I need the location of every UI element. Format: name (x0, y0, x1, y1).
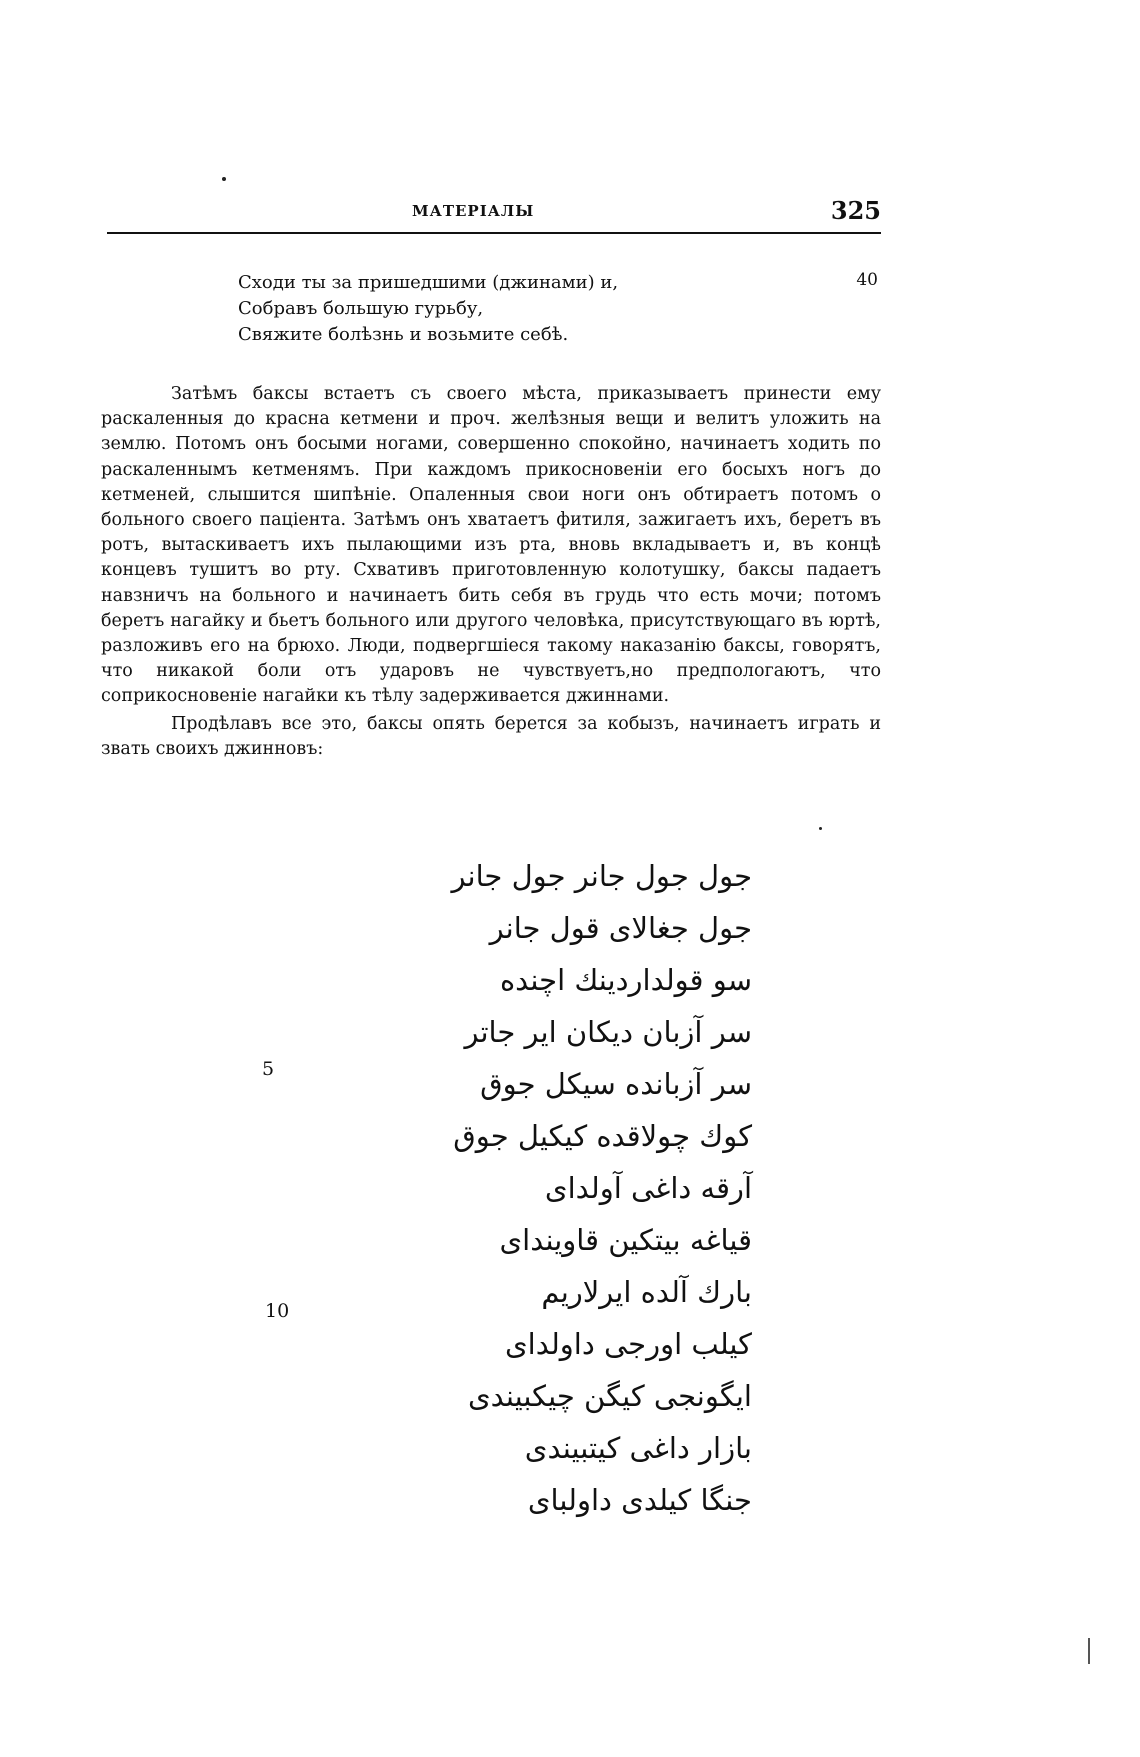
paragraph: Затѣмъ баксы встаетъ съ своего мѣста, приказываетъ принести ему раскаленныя до красна кетмени и проч. желѣзныя вещи и велитъ уложить на землю. Потомъ онъ босыми ногами, совершенно спокойно, начинаетъ ходить по раскаленнымъ кетменямъ. При каждомъ прикосновенiи его босыхъ ногъ до кетменей, слышится шипѣнiе. Опаленныя свои ноги онъ обтираетъ потомъ о больного своего пацiента. Затѣмъ онъ хватаетъ фитиля, зажигаетъ ихъ, беретъ въ ротъ, вытаскиваетъ ихъ пылающими изъ рта, вновь вкладываетъ и, въ концѣ концевъ тушитъ во рту. Схвативъ приготовленную колотушку, баксы падаетъ навзничъ на больного и начинаетъ бить себя въ грудь что есть мочи; потомъ беретъ нагайку и бьетъ больного или другого человѣка, присутствующаго въ юртѣ, разложивъ его на брюхо. Люди, подвергшiеся такому наказанiю баксы, говорятъ, что никакой боли отъ ударовъ не чувствуетъ,но предпологаютъ, что соприкосновенiе нагайки къ тѣлу задерживается джиннами. (101, 384, 881, 707)
verse-line: Собравъ большую гурьбу, (238, 298, 484, 319)
arabic-verse-line: سر آزبان دیکان ایر جاتر (464, 1015, 752, 1049)
header-rule (107, 232, 881, 234)
arabic-verse-line: بارك آلده ایرلاریم (541, 1275, 752, 1309)
arabic-verse-line: قیاغه بیتکین قاویندای (499, 1223, 752, 1257)
arabic-verse-line: جول جغالای قول جانر (489, 911, 752, 945)
russian-verse (238, 270, 878, 348)
ink-speck (819, 827, 822, 830)
arabic-line-number-5: 5 (262, 1058, 275, 1080)
ink-speck (222, 177, 226, 181)
arabic-verse-line: سر آزبانده سیکل جوق (480, 1067, 752, 1101)
prose-body (101, 382, 881, 762)
verse-line-number: 40 (856, 270, 878, 290)
page-header (107, 196, 881, 232)
arabic-line-number-10: 10 (265, 1300, 290, 1322)
margin-mark (1088, 1638, 1090, 1664)
arabic-verse-line: جول جول جانر جول جانر (451, 859, 752, 893)
arabic-verse-line: آرقه داغی آولدای (544, 1171, 752, 1205)
arabic-verse-line: بازار داغی کیتبیندی (524, 1431, 752, 1465)
verse-line: Сходи ты за пришедшими (джинами) и, (238, 272, 619, 293)
arabic-verse (380, 850, 752, 1526)
running-title: МАТЕРIАЛЫ (412, 202, 535, 220)
paragraph: Продѣлавъ все это, баксы опять берется за кобызъ, начинаетъ играть и звать своихъ джинновъ: (101, 713, 881, 759)
arabic-verse-line: سو قولداردینك اچنده (499, 963, 752, 997)
arabic-verse-line: کوك چولاقده کیکیل جوق (453, 1119, 752, 1153)
page-number: 325 (830, 196, 881, 225)
arabic-verse-line: جنگا کیلدی داولبای (527, 1483, 752, 1517)
verse-line: Свяжите болѣзнь и возьмите себѣ. (238, 324, 569, 345)
arabic-verse-line: کیلب اورجی داولدای (504, 1327, 752, 1361)
arabic-verse-line: ایگونجی کیگن چیکبیندی (467, 1379, 752, 1413)
